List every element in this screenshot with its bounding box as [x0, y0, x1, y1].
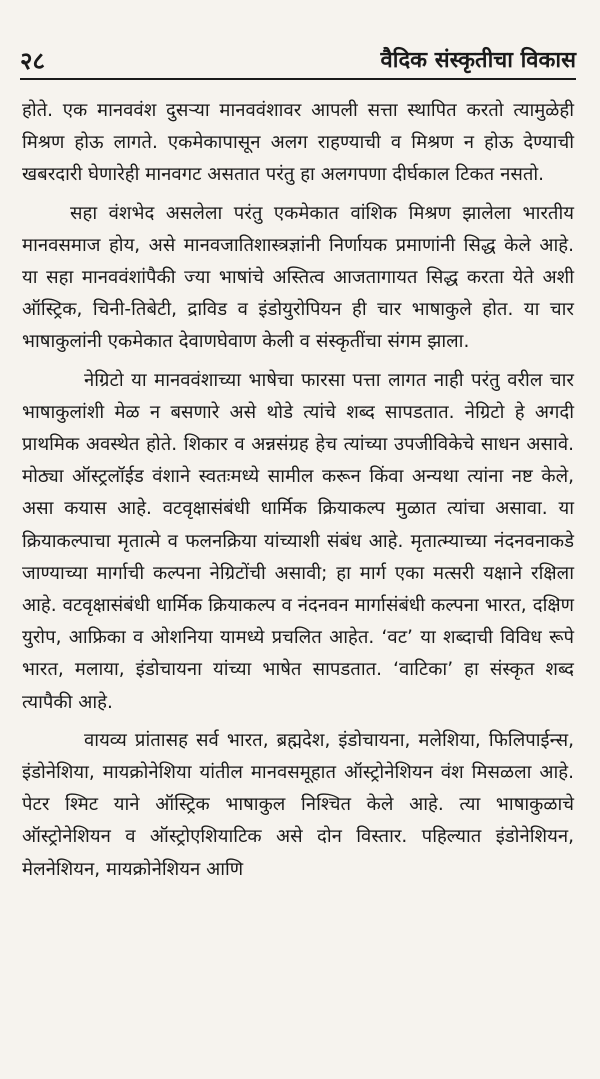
paragraph-2: सहा वंशभेद असलेला परंतु एकमेकात वांशिक मिश्रण झालेला भारतीय मानवसमाज होय, असे मानवजातिशास्त्रज्ञांनी निर्णायक प्रमाणांनी सिद्ध केले आहे. या सहा मानववंशांपैकी ज्या भाषांचे अस्तित्व आजतागायत सिद्ध करता येते अशी ऑस्ट्रिक, चिनी-तिबेटी, द्राविड व इंडोयुरोपियन ही चार भाषाकुले होत. या चार भाषाकुलांनी एकमेकात देवाणघेवाण केली व संस्कृतींचा संगम झाला.	[22, 202, 574, 353]
running-title: वैदिक संस्कृतीचा विकास	[380, 48, 576, 73]
running-head	[20, 44, 576, 78]
header-rule	[20, 78, 576, 80]
body-text	[22, 95, 574, 886]
paragraph-4: वायव्य प्रांतासह सर्व भारत, ब्रह्मदेश, इंडोचायना, मलेशिया, फिलिपाईन्स, इंडोनेशिया, मायक्रोनेशिया यांतील मानवसमूहात ऑस्ट्रोनेशियन वंश मिसळला आहे. पेटर श्मिट याने ऑस्ट्रिक भाषाकुल निश्चित केले आहे. त्या भाषाकुळाचे ऑस्ट्रोनेशियन व ऑस्ट्रोएशियाटिक असे दोन विस्तार. पहिल्यात इंडोनेशियन, मेलनेशियन, मायक्रोनेशियन आणि	[22, 729, 574, 880]
page-number: २८	[20, 47, 45, 75]
paragraph-3: नेग्रिटो या मानववंशाच्या भाषेचा फारसा पत्ता लागत नाही परंतु वरील चार भाषाकुलांशी मेळ न बसणारे असे थोडे त्यांचे शब्द सापडतात. नेग्रिटो हे अगदी प्राथमिक अवस्थेत होते. शिकार व अन्नसंग्रह हेच त्यांच्या उपजीविकेचे साधन असावे. मोठ्या ऑस्ट्रलॉईड वंशाने स्वतःमध्ये सामील करून किंवा अन्यथा त्यांना नष्ट केले, असा कयास आहे. वटवृक्षासंबंधी धार्मिक क्रियाकल्प मुळात त्यांचा असावा. या क्रियाकल्पाचा मृतात्मे व फलनक्रिया यांच्याशी संबंध आहे. मृतात्म्याच्या नंदनवनाकडे जाण्याच्या मार्गाची कल्पना नेग्रिटोंची असावी; हा मार्ग एका मत्सरी यक्षाने रक्षिला आहे. वटवृक्षासंबंधी धार्मिक क्रियाकल्प व नंदनवन मार्गासंबंधी कल्पना भारत, दक्षिण युरोप, आफ्रिका व ओशनिया यामध्ये प्रचलित आहेत. ‘वट’ या शब्दाची विविध रूपे भारत, मलाया, इंडोचायना यांच्या भाषेत सापडतात. ‘वाटिका’ हा संस्कृत शब्द त्यापैकी आहे.	[22, 369, 574, 713]
paragraph-1: होते. एक मानववंश दुसऱ्या मानववंशावर आपली सत्ता स्थापित करतो त्यामुळेही मिश्रण होऊ लागते. एकमेकापासून अलग राहण्याची व मिश्रण न होऊ देण्याची खबरदारी घेणारेही मानवगट असतात परंतु हा अलगपणा दीर्घकाल टिकत नसतो.	[22, 100, 574, 186]
